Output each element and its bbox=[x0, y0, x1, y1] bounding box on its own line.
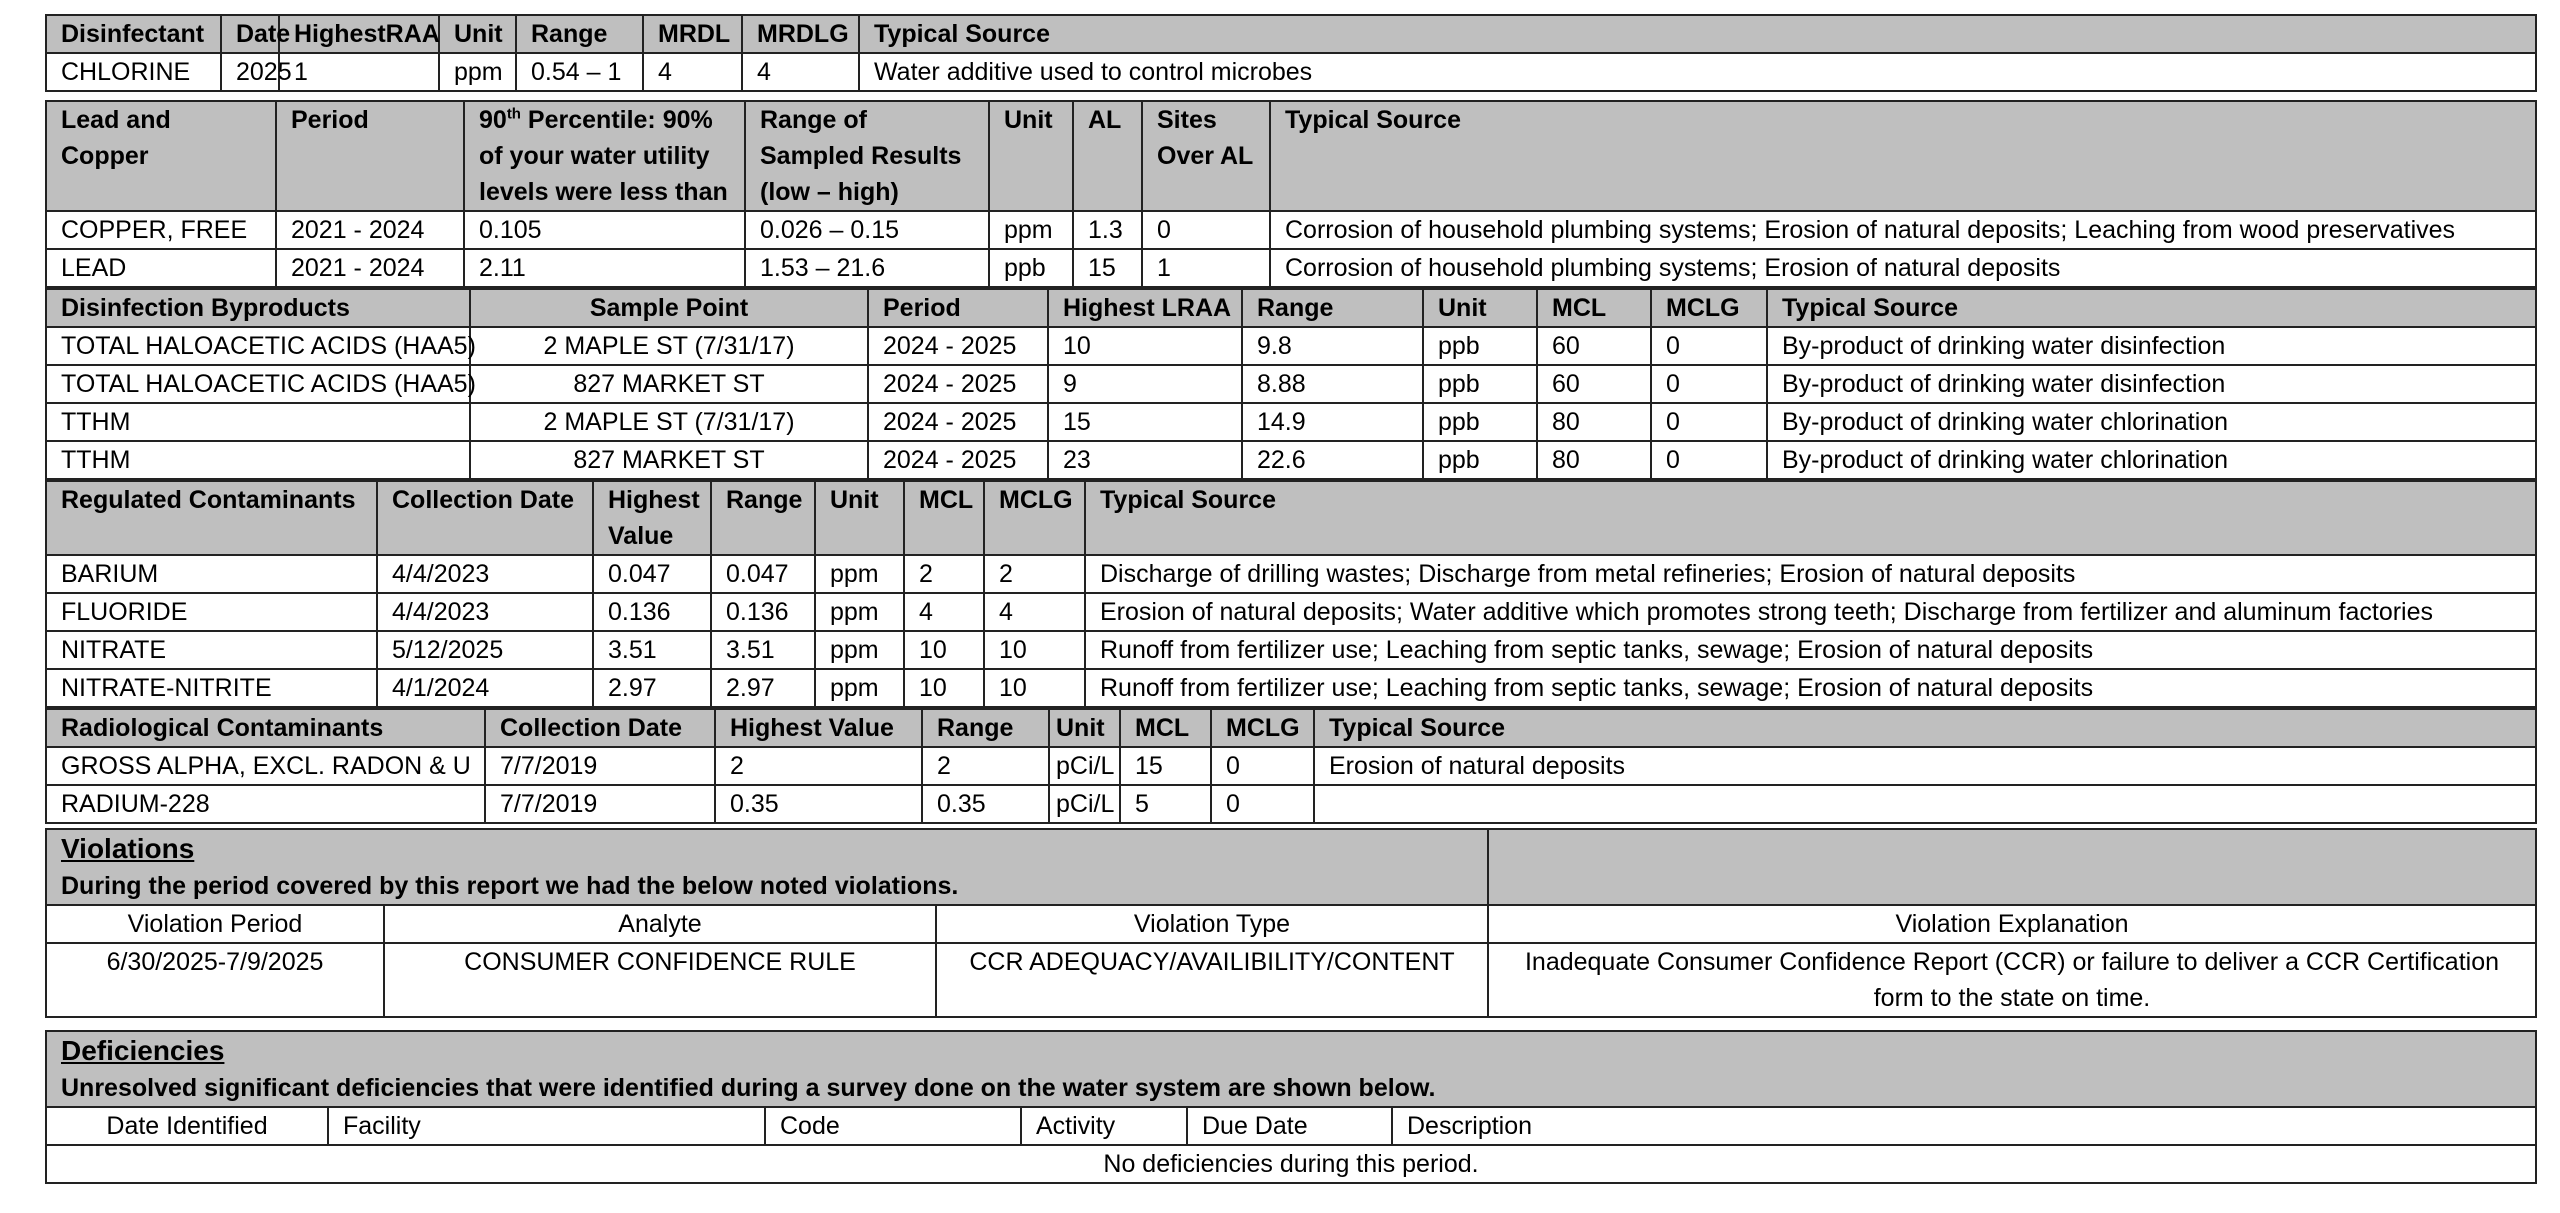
table-cell: 22.6 bbox=[1242, 441, 1423, 479]
table-cell: 0.047 bbox=[711, 555, 815, 593]
table-cell: ppb bbox=[1423, 441, 1537, 479]
column-header: Unit bbox=[1423, 289, 1537, 327]
table-cell: COPPER, FREE bbox=[46, 211, 276, 249]
table-cell: 2 MAPLE ST (7/31/17) bbox=[470, 327, 868, 365]
column-header: Typical Source bbox=[1270, 101, 2536, 211]
table-cell: 2024 - 2025 bbox=[868, 403, 1048, 441]
table-cell: Corrosion of household plumbing systems; Erosion of natural deposits; Leaching from wood preservatives bbox=[1270, 211, 2536, 249]
table-cell: 9.8 bbox=[1242, 327, 1423, 365]
spacer bbox=[45, 1018, 2537, 1030]
table-cell: 1 bbox=[1142, 249, 1270, 287]
table-row bbox=[46, 631, 2536, 669]
column-header: Unit bbox=[439, 15, 516, 53]
table-cell: Corrosion of household plumbing systems; Erosion of natural deposits bbox=[1270, 249, 2536, 287]
table-cell: By-product of drinking water chlorination bbox=[1767, 441, 2536, 479]
deficiencies-header-row bbox=[46, 1107, 2536, 1145]
percentile-header-number: 90 bbox=[479, 106, 507, 134]
regulated-contaminants-table bbox=[45, 480, 2537, 708]
column-header: Unit bbox=[1049, 709, 1120, 747]
table-cell: 0 bbox=[1651, 365, 1767, 403]
table-row bbox=[46, 785, 2536, 823]
table-cell: GROSS ALPHA, EXCL. RADON & U bbox=[46, 747, 485, 785]
table-cell: ppm bbox=[439, 53, 516, 91]
deficiencies-table bbox=[45, 1030, 2537, 1184]
column-header: MCLG bbox=[1211, 709, 1314, 747]
column-header: Typical Source bbox=[1314, 709, 2536, 747]
table-cell: ppb bbox=[1423, 403, 1537, 441]
table-cell: 2024 - 2025 bbox=[868, 441, 1048, 479]
column-header: MCL bbox=[1120, 709, 1211, 747]
table-cell: TTHM bbox=[46, 441, 470, 479]
table-row bbox=[46, 441, 2536, 479]
table-cell: 7/7/2019 bbox=[485, 785, 715, 823]
table-cell: ppm bbox=[815, 593, 904, 631]
table-cell: 2021 - 2024 bbox=[276, 211, 464, 249]
table-cell: 0.047 bbox=[593, 555, 711, 593]
column-header: MCL bbox=[904, 481, 984, 555]
table-cell: 2 bbox=[922, 747, 1049, 785]
table-cell: 2.97 bbox=[593, 669, 711, 707]
column-header: Unit bbox=[989, 101, 1073, 211]
column-header: MCLG bbox=[984, 481, 1085, 555]
table-cell: 0 bbox=[1651, 403, 1767, 441]
table-cell: 7/7/2019 bbox=[485, 747, 715, 785]
table-cell: 5/12/2025 bbox=[377, 631, 593, 669]
section-subtitle: Unresolved significant deficiencies that were identified during a survey done on the water system are shown below. bbox=[61, 1074, 1436, 1102]
table-cell: 4/4/2023 bbox=[377, 555, 593, 593]
column-header: MRDL bbox=[643, 15, 742, 53]
table-cell: 0.136 bbox=[711, 593, 815, 631]
column-header: Disinfectant bbox=[46, 15, 221, 53]
column-header: Date Identified bbox=[46, 1107, 328, 1145]
table-cell: 15 bbox=[1048, 403, 1242, 441]
table-cell: 15 bbox=[1073, 249, 1142, 287]
table-cell: 2 bbox=[984, 555, 1085, 593]
byproducts-header-row bbox=[46, 289, 2536, 327]
table-cell: 6/30/2025-7/9/2025 bbox=[46, 943, 384, 1017]
table-cell: 10 bbox=[904, 669, 984, 707]
column-header: Collection Date bbox=[377, 481, 593, 555]
table-cell bbox=[1314, 785, 2536, 823]
column-header: Lead and Copper bbox=[46, 101, 276, 211]
water-quality-report bbox=[45, 14, 2537, 1184]
violations-table bbox=[45, 828, 2537, 1018]
table-cell: 0 bbox=[1651, 327, 1767, 365]
table-cell: 827 MARKET ST bbox=[470, 365, 868, 403]
table-cell: FLUORIDE bbox=[46, 593, 377, 631]
column-header: Violation Explanation bbox=[1488, 905, 2536, 943]
table-row bbox=[46, 327, 2536, 365]
empty-message: No deficiencies during this period. bbox=[46, 1145, 2536, 1183]
table-cell: TOTAL HALOACETIC ACIDS (HAA5) bbox=[46, 327, 470, 365]
column-header: Sites Over AL bbox=[1142, 101, 1270, 211]
column-header: Violation Period bbox=[46, 905, 384, 943]
table-row bbox=[46, 365, 2536, 403]
table-cell: ppm bbox=[815, 555, 904, 593]
table-cell: 0.54 – 1 bbox=[516, 53, 643, 91]
table-cell: 4/4/2023 bbox=[377, 593, 593, 631]
table-cell: ppb bbox=[989, 249, 1073, 287]
empty-header-cell bbox=[1488, 829, 2536, 905]
table-cell: 60 bbox=[1537, 327, 1651, 365]
column-header: Range of Sampled Results (low – high) bbox=[745, 101, 989, 211]
table-cell: CCR ADEQUACY/AVAILIBILITY/CONTENT bbox=[936, 943, 1488, 1017]
table-cell: 2.97 bbox=[711, 669, 815, 707]
column-header: Sample Point bbox=[470, 289, 868, 327]
disinfectant-header-row bbox=[46, 15, 2536, 53]
table-cell: 4 bbox=[742, 53, 859, 91]
regulated-header-row bbox=[46, 481, 2536, 555]
table-cell: 1.53 – 21.6 bbox=[745, 249, 989, 287]
table-cell: 2 bbox=[904, 555, 984, 593]
table-cell: 23 bbox=[1048, 441, 1242, 479]
table-cell: 4 bbox=[904, 593, 984, 631]
spacer bbox=[45, 92, 2537, 100]
table-cell: RADIUM-228 bbox=[46, 785, 485, 823]
table-cell: 2024 - 2025 bbox=[868, 327, 1048, 365]
percentile-header-text: Percentile: 90% of your water utility levels were less than bbox=[479, 106, 728, 206]
table-cell: 60 bbox=[1537, 365, 1651, 403]
table-cell: Erosion of natural deposits bbox=[1314, 747, 2536, 785]
table-cell: LEAD bbox=[46, 249, 276, 287]
column-header: MCL bbox=[1537, 289, 1651, 327]
table-cell: ppb bbox=[1423, 327, 1537, 365]
table-cell: 10 bbox=[1048, 327, 1242, 365]
column-header: HighestRAA bbox=[279, 15, 439, 53]
disinfectant-table bbox=[45, 14, 2537, 92]
table-cell: Inadequate Consumer Confidence Report (CCR) or failure to deliver a CCR Certification form to the state on time. bbox=[1488, 943, 2536, 1017]
column-header: Facility bbox=[328, 1107, 765, 1145]
percentile-header-suffix: th bbox=[506, 105, 521, 123]
column-header: MRDLG bbox=[742, 15, 859, 53]
table-cell: 0.105 bbox=[464, 211, 745, 249]
column-header: Period bbox=[868, 289, 1048, 327]
table-cell: Runoff from fertilizer use; Leaching from septic tanks, sewage; Erosion of natural deposits bbox=[1085, 631, 2536, 669]
table-cell: 2 bbox=[715, 747, 922, 785]
radiological-header-row bbox=[46, 709, 2536, 747]
table-cell: 8.88 bbox=[1242, 365, 1423, 403]
table-cell: 4 bbox=[643, 53, 742, 91]
table-cell: CONSUMER CONFIDENCE RULE bbox=[384, 943, 936, 1017]
table-cell: 0 bbox=[1142, 211, 1270, 249]
table-cell: 0 bbox=[1211, 785, 1314, 823]
table-cell: 10 bbox=[984, 669, 1085, 707]
column-header: Typical Source bbox=[1085, 481, 2536, 555]
table-cell: TOTAL HALOACETIC ACIDS (HAA5) bbox=[46, 365, 470, 403]
column-header: Highest LRAA bbox=[1048, 289, 1242, 327]
table-cell: By-product of drinking water disinfection bbox=[1767, 365, 2536, 403]
table-cell: 827 MARKET ST bbox=[470, 441, 868, 479]
table-cell: ppm bbox=[815, 631, 904, 669]
column-header: Range bbox=[1242, 289, 1423, 327]
table-cell: 2.11 bbox=[464, 249, 745, 287]
table-cell: pCi/L bbox=[1049, 785, 1120, 823]
table-cell: 4 bbox=[984, 593, 1085, 631]
table-cell: ppm bbox=[815, 669, 904, 707]
table-cell: 10 bbox=[904, 631, 984, 669]
column-header: Description bbox=[1392, 1107, 2536, 1145]
radiological-contaminants-table bbox=[45, 708, 2537, 824]
byproducts-table bbox=[45, 288, 2537, 480]
lead-copper-header-row bbox=[46, 101, 2536, 211]
table-row bbox=[46, 249, 2536, 287]
table-cell: 0.026 – 0.15 bbox=[745, 211, 989, 249]
column-header: Code bbox=[765, 1107, 1021, 1145]
column-header: Collection Date bbox=[485, 709, 715, 747]
column-header: Violation Type bbox=[936, 905, 1488, 943]
violations-title-row bbox=[46, 829, 2536, 905]
table-row bbox=[46, 53, 2536, 91]
table-row bbox=[46, 555, 2536, 593]
column-header: Radiological Contaminants bbox=[46, 709, 485, 747]
column-header: Highest Value bbox=[715, 709, 922, 747]
table-cell: 0.136 bbox=[593, 593, 711, 631]
section-title: Violations bbox=[61, 833, 195, 864]
table-row bbox=[46, 943, 2536, 1017]
table-cell: BARIUM bbox=[46, 555, 377, 593]
section-subtitle: During the period covered by this report we had the below noted violations. bbox=[61, 872, 959, 900]
table-cell: TTHM bbox=[46, 403, 470, 441]
table-cell: 14.9 bbox=[1242, 403, 1423, 441]
table-cell: 0.35 bbox=[715, 785, 922, 823]
table-row bbox=[46, 1145, 2536, 1183]
table-cell: 0 bbox=[1651, 441, 1767, 479]
table-cell: 9 bbox=[1048, 365, 1242, 403]
table-cell: ppb bbox=[1423, 365, 1537, 403]
table-cell: 0 bbox=[1211, 747, 1314, 785]
column-header: Activity bbox=[1021, 1107, 1187, 1145]
column-header: Disinfection Byproducts bbox=[46, 289, 470, 327]
violations-title-cell bbox=[46, 829, 1488, 905]
column-header: Typical Source bbox=[1767, 289, 2536, 327]
column-header: Unit bbox=[815, 481, 904, 555]
violations-header-row bbox=[46, 905, 2536, 943]
column-header: Analyte bbox=[384, 905, 936, 943]
section-title: Deficiencies bbox=[61, 1035, 225, 1066]
column-header: Typical Source bbox=[859, 15, 2536, 53]
table-cell: 2021 - 2024 bbox=[276, 249, 464, 287]
deficiencies-title-cell bbox=[46, 1031, 2536, 1107]
table-cell: Runoff from fertilizer use; Leaching from septic tanks, sewage; Erosion of natural deposits bbox=[1085, 669, 2536, 707]
column-header: Due Date bbox=[1187, 1107, 1392, 1145]
column-header: Regulated Contaminants bbox=[46, 481, 377, 555]
table-cell: NITRATE bbox=[46, 631, 377, 669]
column-header: Period bbox=[276, 101, 464, 211]
table-cell: 80 bbox=[1537, 441, 1651, 479]
table-cell: 2 MAPLE ST (7/31/17) bbox=[470, 403, 868, 441]
column-header: Range bbox=[516, 15, 643, 53]
column-header: AL bbox=[1073, 101, 1142, 211]
table-cell: CHLORINE bbox=[46, 53, 221, 91]
column-header: Highest Value bbox=[593, 481, 711, 555]
table-row bbox=[46, 747, 2536, 785]
table-cell: 3.51 bbox=[593, 631, 711, 669]
table-cell: 2025 bbox=[221, 53, 279, 91]
column-header: Date bbox=[221, 15, 279, 53]
table-row bbox=[46, 593, 2536, 631]
table-cell: 1 bbox=[279, 53, 439, 91]
column-header: Range bbox=[922, 709, 1049, 747]
column-header: MCLG bbox=[1651, 289, 1767, 327]
table-cell: Discharge of drilling wastes; Discharge from metal refineries; Erosion of natural deposits bbox=[1085, 555, 2536, 593]
percentile-column-header bbox=[464, 101, 745, 211]
table-cell: pCi/L bbox=[1049, 747, 1120, 785]
table-cell: 80 bbox=[1537, 403, 1651, 441]
table-cell: NITRATE-NITRITE bbox=[46, 669, 377, 707]
table-cell: 15 bbox=[1120, 747, 1211, 785]
table-cell: 10 bbox=[984, 631, 1085, 669]
table-cell: 0.35 bbox=[922, 785, 1049, 823]
deficiencies-title-row bbox=[46, 1031, 2536, 1107]
table-cell: 3.51 bbox=[711, 631, 815, 669]
table-cell: 2024 - 2025 bbox=[868, 365, 1048, 403]
table-row bbox=[46, 669, 2536, 707]
table-cell: Erosion of natural deposits; Water additive which promotes strong teeth; Discharge from fertilizer and aluminum factories bbox=[1085, 593, 2536, 631]
table-cell: By-product of drinking water disinfection bbox=[1767, 327, 2536, 365]
table-cell: 1.3 bbox=[1073, 211, 1142, 249]
table-cell: 5 bbox=[1120, 785, 1211, 823]
table-cell: By-product of drinking water chlorination bbox=[1767, 403, 2536, 441]
lead-copper-table bbox=[45, 100, 2537, 288]
table-row bbox=[46, 211, 2536, 249]
table-cell: 4/1/2024 bbox=[377, 669, 593, 707]
table-cell: Water additive used to control microbes bbox=[859, 53, 2536, 91]
table-row bbox=[46, 403, 2536, 441]
column-header: Range bbox=[711, 481, 815, 555]
table-cell: ppm bbox=[989, 211, 1073, 249]
